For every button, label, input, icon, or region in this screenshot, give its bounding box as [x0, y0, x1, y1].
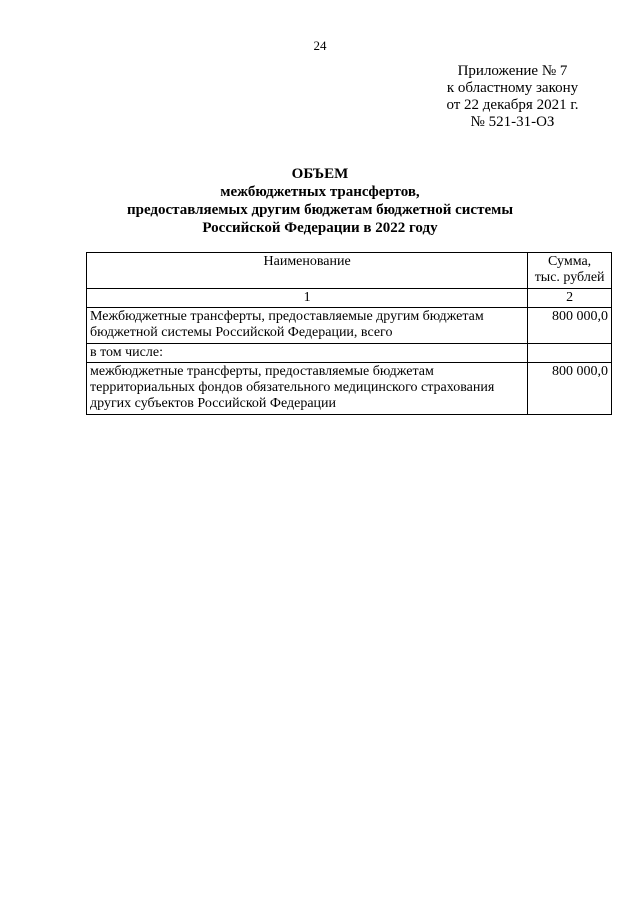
appendix-line-2: к областному закону — [446, 80, 579, 96]
title-line-1: ОБЪЕМ — [291, 166, 349, 182]
row-sum: 800 000,0 — [528, 308, 612, 344]
table-row — [87, 308, 612, 344]
table-header-row — [87, 253, 612, 289]
table-row — [87, 363, 612, 415]
row-sum — [528, 344, 612, 363]
column-number-row — [87, 289, 612, 308]
appendix-line-3: от 22 декабря 2021 г. — [446, 97, 579, 113]
row-name: межбюджетные трансферты, предоставляемые бюджетам территориальных фондов обязательного медицинского страхования других субъектов Российской Федерации — [87, 363, 528, 415]
header-sum-line-2: тыс. рублей — [534, 270, 605, 285]
row-sum: 800 000,0 — [528, 363, 612, 415]
title-line-3: предоставляемых другим бюджетам бюджетной системы — [126, 202, 514, 218]
column-number-sum: 2 — [528, 289, 612, 308]
title-line-2: межбюджетных трансфертов, — [220, 184, 420, 200]
appendix-line-1: Приложение № 7 — [457, 63, 568, 79]
header-sum-line-1: Сумма, — [548, 254, 592, 269]
header-name: Наименование — [87, 253, 528, 289]
table-row — [87, 344, 612, 363]
page-number: 24 — [313, 38, 327, 53]
column-number-name: 1 — [87, 289, 528, 308]
document-title — [0, 165, 640, 237]
appendix-line-4: № 521-31-ОЗ — [470, 114, 555, 130]
header-sum — [528, 253, 612, 289]
transfers-table — [86, 252, 612, 415]
title-line-4: Российской Федерации в 2022 году — [202, 220, 438, 236]
row-name: Межбюджетные трансферты, предоставляемые другим бюджетам бюджетной системы Российской Федерации, всего — [87, 308, 528, 344]
row-name: в том числе: — [87, 344, 528, 363]
appendix-reference — [420, 63, 605, 131]
